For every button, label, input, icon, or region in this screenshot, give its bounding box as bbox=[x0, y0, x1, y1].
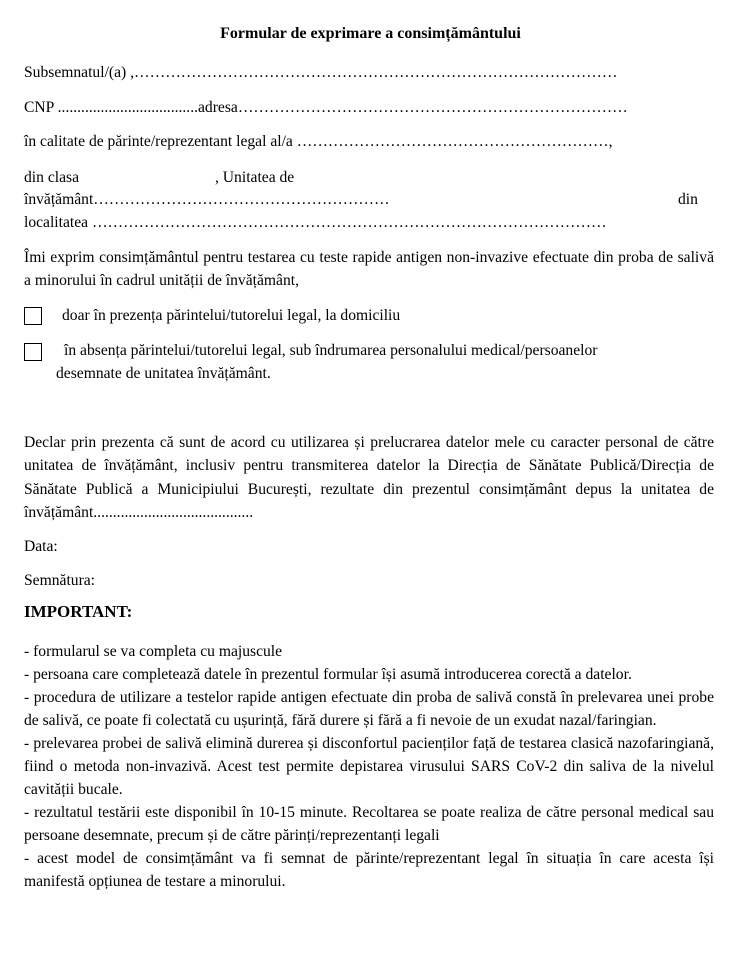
option-home-checkbox[interactable] bbox=[24, 307, 42, 325]
list-item: - formularul se va completa cu majuscule bbox=[24, 643, 283, 660]
list-item: - persoana care completează datele în prezentul formular își asumă introducerea corectă a datelor. bbox=[24, 666, 632, 683]
option-home-label: doar în prezența părintelui/tutorelui legal, la domiciliu bbox=[62, 307, 401, 324]
calitate-field[interactable]: în calitate de părinte/reprezentant legal al/a ……………………………………………………, bbox=[24, 133, 613, 150]
localitatea-field[interactable]: localitatea ……………………………………………………………………………………… bbox=[24, 214, 607, 231]
unitatea-label: , Unitatea de bbox=[215, 169, 295, 186]
clasa-unitate-line[interactable] bbox=[24, 168, 294, 188]
option-school-label-line1: în absența părintelui/tutorelui legal, sub îndrumarea personalului medical/persoanelor bbox=[64, 342, 598, 359]
list-item: - prelevarea probei de salivă elimină durerea și disconfortul pacienților față de testarea clasică nazofaringiană, fiind o metoda non-invazivă. Acest test permite depistarea virusului SARS CoV-2 din saliva de la nivelul cavității bucale. bbox=[24, 735, 714, 798]
cnp-address-field[interactable] bbox=[24, 98, 628, 118]
list-item: - rezultatul testării este disponibil în 10-15 minute. Recoltarea se poate realiza de către personal medical sau persoane desemnate, precum și de către părinți/reprezentanți legali bbox=[24, 804, 714, 844]
list-item: - procedura de utilizare a testelor rapide antigen efectuate din proba de salivă constă în prelevarea unei probe de salivă, ce poate fi colectată cu ușurință, fără durere și fără a fi nevoie de un exudat nazal/faringian. bbox=[24, 689, 714, 729]
din-label: din bbox=[678, 191, 698, 208]
subsemnatul-field[interactable]: Subsemnatul/(a) ,………………………………………………………………………………… bbox=[24, 64, 618, 81]
cnp-address-label: CNP ....................................adresa bbox=[24, 99, 238, 116]
important-list bbox=[24, 640, 714, 893]
semnatura-label: Semnătura: bbox=[24, 572, 96, 589]
list-item: - acest model de consimțământ va fi semnat de părinte/reprezentant legal în situația în care acesta își manifestă opțiunea de testare a minorului. bbox=[24, 850, 714, 890]
data-label: Data: bbox=[24, 538, 58, 555]
invatamant-field[interactable]: învățământ………………………………………………… bbox=[24, 191, 390, 208]
address-dots: ………………………………………………………………… bbox=[237, 99, 628, 116]
declaration-paragraph: Declar prin prezenta că sunt de acord cu utilizarea și prelucrarea datelor mele cu caracter personal de către unitatea de învățământ, inclusiv pentru transmiterea datelor la Direcția de Sănătate Publică/Direcția de Sănătate Publică a Municipiului București, rezultate din prezentul consimțământ depus la unitatea de învățământ......................................... bbox=[24, 434, 714, 521]
clasa-label: din clasa bbox=[24, 169, 79, 186]
option-school-checkbox[interactable] bbox=[24, 343, 42, 361]
consent-statement: Îmi exprim consimțământul pentru testarea cu teste rapide antigen non-invazive efectuate din proba de salivă a minorului în cadrul unității de învățământ, bbox=[24, 249, 714, 290]
form-title: Formular de exprimare a consimțământului bbox=[220, 25, 521, 42]
important-heading: IMPORTANT: bbox=[24, 602, 133, 621]
option-school-label-line2: desemnate de unitatea învățământ. bbox=[56, 365, 271, 382]
